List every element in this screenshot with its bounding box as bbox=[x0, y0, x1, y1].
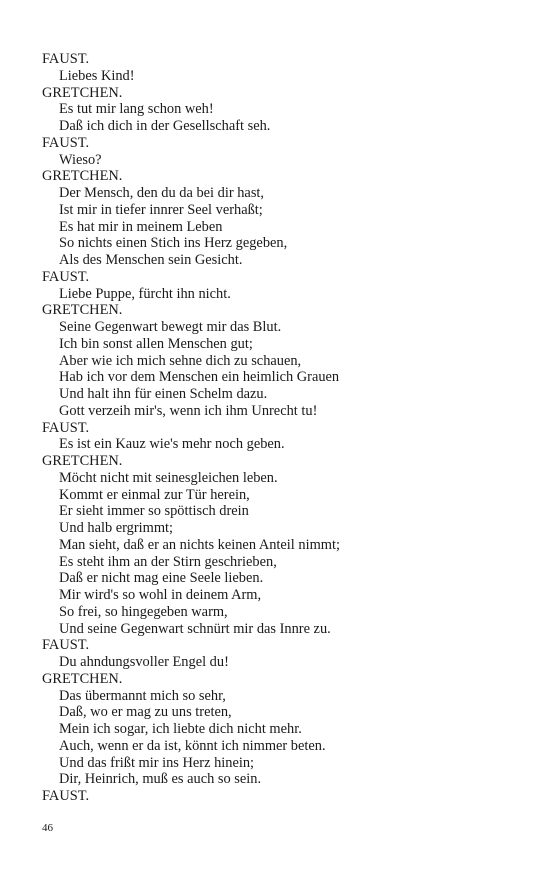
verse-line: Mein ich sogar, ich liebte dich nicht mehr. bbox=[59, 721, 302, 737]
verse-line: Liebes Kind! bbox=[59, 67, 135, 84]
verse-line: Seine Gegenwart bewegt mir das Blut. bbox=[59, 319, 282, 335]
speaker-name: GRETCHEN. bbox=[42, 453, 123, 469]
verse-line: Es tut mir lang schon weh! bbox=[59, 101, 214, 118]
speaker-name: GRETCHEN. bbox=[42, 302, 123, 319]
dialogue-text bbox=[42, 51, 522, 805]
verse-line: Das übermannt mich so sehr, bbox=[59, 687, 226, 704]
speaker-name: GRETCHEN. bbox=[42, 84, 123, 101]
speaker-name: FAUST. bbox=[42, 419, 90, 436]
verse-line: Man sieht, daß er an nichts keinen Anteil nimmt; bbox=[59, 536, 340, 553]
speaker-name: FAUST. bbox=[42, 268, 90, 285]
verse-line: Kommt er einmal zur Tür herein, bbox=[59, 486, 250, 503]
verse-line: Es ist ein Kauz wie's mehr noch geben. bbox=[59, 436, 285, 453]
verse-line: Er sieht immer so spöttisch drein bbox=[59, 503, 249, 520]
verse-line: Und halt ihn für einen Schelm dazu. bbox=[59, 386, 268, 402]
verse-line: Möcht nicht mit seinesgleichen leben. bbox=[59, 469, 278, 486]
verse-line: So nichts einen Stich ins Herz gegeben, bbox=[59, 235, 288, 252]
speaker-name: FAUST. bbox=[42, 788, 90, 804]
page-number: 46 bbox=[42, 822, 53, 834]
verse-line: Es steht ihm an der Stirn geschrieben, bbox=[59, 553, 277, 570]
verse-line: Mir wird's so wohl in deinem Arm, bbox=[59, 587, 262, 603]
verse-line: Es hat mir in meinem Leben bbox=[59, 218, 223, 235]
speaker-name: GRETCHEN. bbox=[42, 670, 123, 687]
verse-line: Daß er nicht mag eine Seele lieben. bbox=[59, 570, 264, 587]
verse-line: Liebe Puppe, fürcht ihn nicht. bbox=[59, 285, 231, 302]
speaker-name: GRETCHEN. bbox=[42, 168, 123, 185]
verse-line: Ist mir in tiefer innrer Seel verhaßt; bbox=[59, 201, 263, 218]
verse-line: Daß ich dich in der Gesellschaft seh. bbox=[59, 118, 271, 134]
verse-line: Aber wie ich mich sehne dich zu schauen, bbox=[59, 352, 302, 369]
verse-line: Auch, wenn er da ist, könnt ich nimmer beten. bbox=[59, 737, 326, 754]
verse-line: Als des Menschen sein Gesicht. bbox=[59, 252, 243, 268]
verse-line: Dir, Heinrich, muß es auch so sein. bbox=[59, 771, 262, 788]
verse-line: Wieso? bbox=[59, 151, 102, 168]
verse-line: Und halb ergrimmt; bbox=[59, 520, 174, 536]
verse-line: Der Mensch, den du da bei dir hast, bbox=[59, 185, 265, 201]
verse-line: Daß, wo er mag zu uns treten, bbox=[59, 704, 232, 721]
verse-line: Und seine Gegenwart schnürt mir das Innre zu. bbox=[59, 620, 331, 637]
verse-line: So frei, so hingegeben warm, bbox=[59, 603, 228, 620]
speaker-name: FAUST. bbox=[42, 637, 90, 654]
verse-line: Und das frißt mir ins Herz hinein; bbox=[59, 754, 255, 771]
speaker-name: FAUST. bbox=[42, 51, 90, 67]
verse-line: Gott verzeih mir's, wenn ich ihm Unrecht tu! bbox=[59, 402, 318, 419]
verse-line: Ich bin sonst allen Menschen gut; bbox=[59, 335, 253, 352]
speaker-name: FAUST. bbox=[42, 134, 90, 151]
verse-line: Hab ich vor dem Menschen ein heimlich Grauen bbox=[59, 369, 340, 386]
verse-line: Du ahndungsvoller Engel du! bbox=[59, 654, 229, 670]
